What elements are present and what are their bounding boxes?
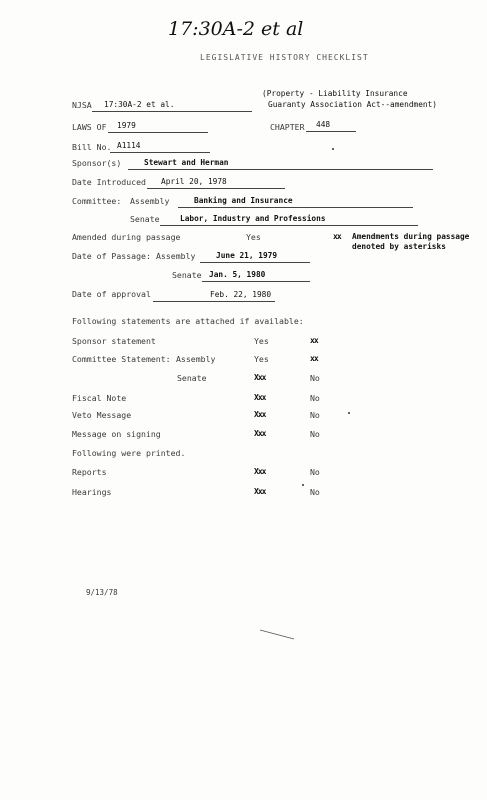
subject-line-1: (Property - Liability Insurance (262, 89, 408, 98)
committee-senate-yes: Xxx (254, 373, 266, 382)
njsa-label: NJSA (72, 100, 92, 110)
amended-yes: Yes (246, 232, 261, 242)
handwritten-citation: 17:30A-2 et al (168, 18, 304, 40)
date-introduced-label: Date Introduced (72, 177, 146, 187)
sponsor-underline (128, 169, 433, 170)
approval-value: Feb. 22, 1980 (210, 290, 272, 299)
sponsor-value: Stewart and Herman (144, 158, 229, 167)
veto-message-yes: Xxx (254, 410, 266, 419)
committee-statement-yes: Yes (254, 354, 269, 364)
njsa-underline (92, 111, 252, 112)
committee-senate-value: Labor, Industry and Professions (180, 214, 326, 223)
veto-message-label: Veto Message (72, 410, 132, 420)
committee-senate-row-label: Senate (177, 373, 207, 383)
attached-heading: Following statements are attached if available: (72, 316, 304, 326)
passage-label: Date of Passage: (72, 251, 151, 261)
form-title: LEGISLATIVE HISTORY CHECKLIST (200, 53, 369, 62)
approval-label: Date of approval (72, 289, 151, 299)
bill-no-underline (110, 152, 210, 153)
fiscal-note-no: No (310, 393, 320, 403)
passage-senate-underline (202, 281, 310, 282)
hearings-label: Hearings (72, 487, 112, 497)
passage-assembly-label: Assembly (156, 251, 196, 261)
committee-senate-no: No (310, 373, 320, 383)
bill-no-label: Bill No. (72, 142, 112, 152)
committee-assembly-label: Assembly (130, 196, 170, 206)
committee-statement-label: Committee Statement: (72, 354, 171, 364)
date-introduced-underline (147, 188, 285, 189)
signing-message-yes: Xxx (254, 429, 266, 438)
passage-senate-label: Senate (172, 270, 202, 280)
passage-senate-value: Jan. 5, 1980 (209, 270, 266, 279)
committee-statement-no: xx (310, 354, 318, 363)
sponsor-statement-no: xx (310, 336, 318, 345)
printed-heading: Following were printed. (72, 448, 186, 458)
committee-label: Committee: (72, 196, 122, 206)
signing-message-no: No (310, 429, 320, 439)
reports-label: Reports (72, 467, 107, 477)
hearings-no: No (310, 487, 320, 497)
committee-statement-assembly: Assembly (176, 354, 216, 364)
veto-message-no: No (310, 410, 320, 420)
passage-assembly-value: June 21, 1979 (216, 251, 278, 260)
sponsor-statement-label: Sponsor statement (72, 336, 156, 346)
speck (302, 484, 304, 486)
laws-of-value: 1979 (117, 121, 136, 130)
passage-assembly-underline (200, 262, 310, 263)
sponsor-statement-yes: Yes (254, 336, 269, 346)
committee-senate-label: Senate (130, 214, 160, 224)
approval-underline (153, 301, 275, 302)
committee-senate-underline (160, 225, 418, 226)
speck (348, 412, 350, 414)
laws-of-underline (108, 132, 208, 133)
amended-note-line-1: Amendments during passage (352, 232, 470, 241)
sponsor-label: Sponsor(s) (72, 158, 122, 168)
amended-label: Amended during passage (72, 232, 181, 242)
date-introduced-value: April 20, 1978 (161, 177, 227, 186)
pen-stroke (258, 628, 298, 642)
laws-of-label: LAWS OF (72, 122, 107, 132)
speck (332, 148, 334, 150)
signing-message-label: Message on signing (72, 429, 161, 439)
chapter-label: CHAPTER (270, 122, 305, 132)
committee-assembly-underline (178, 207, 413, 208)
amended-note-line-2: denoted by asterisks (352, 242, 446, 251)
chapter-value: 448 (316, 120, 331, 129)
amended-mark: xx (333, 232, 341, 241)
fiscal-note-label: Fiscal Note (72, 393, 127, 403)
subject-line-2: Guaranty Association Act--amendment) (268, 100, 437, 109)
hearings-yes: Xxx (254, 487, 266, 496)
fiscal-note-yes: Xxx (254, 393, 266, 402)
reports-no: No (310, 467, 320, 477)
committee-assembly-value: Banking and Insurance (194, 196, 293, 205)
chapter-underline (306, 131, 356, 132)
footer-date-mark: 9/13/78 (86, 588, 118, 597)
reports-yes: Xxx (254, 467, 266, 476)
bill-no-value: A1114 (117, 141, 141, 150)
njsa-value: 17:30A-2 et al. (104, 100, 175, 109)
